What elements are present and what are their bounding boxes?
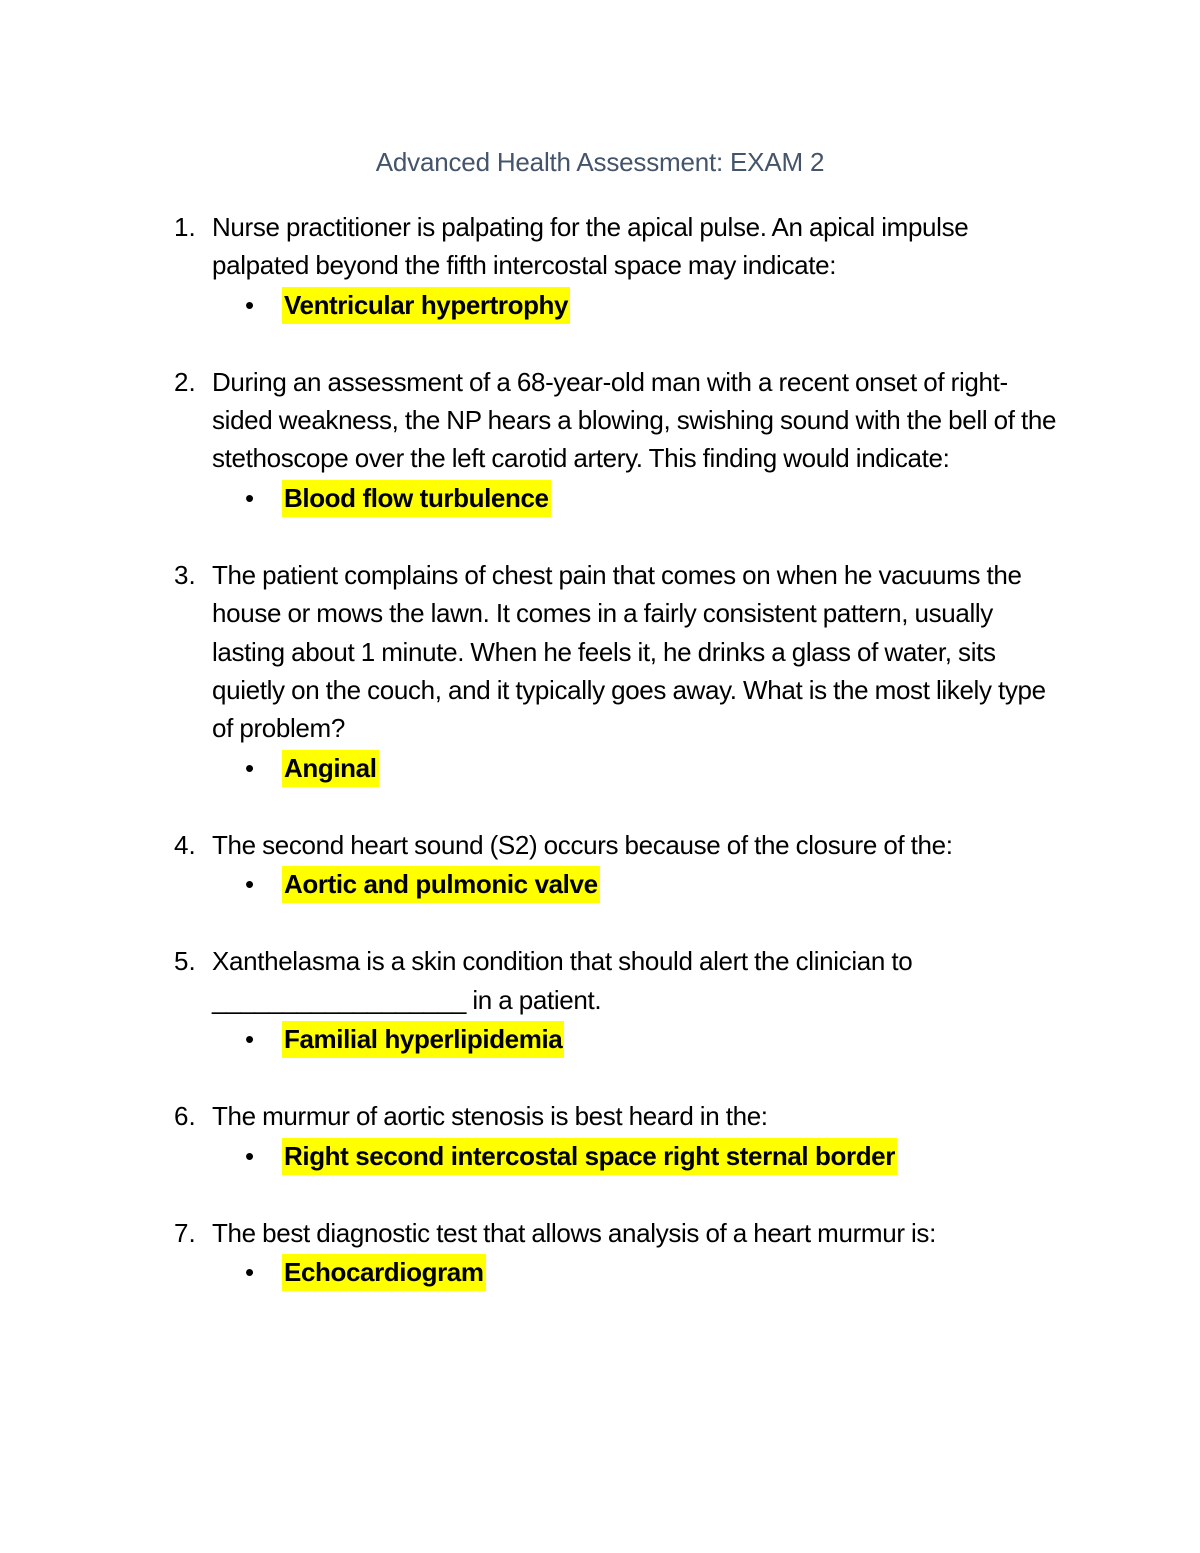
- bullet-icon: •: [245, 289, 255, 320]
- question-text: Xanthelasma is a skin condition that should alert the clinician to __________________ in a patient.: [212, 946, 913, 1015]
- question-item-2: [174, 363, 1064, 517]
- answer-highlight: Right second intercostal space right sternal border: [282, 1138, 897, 1175]
- question-item-3: [174, 556, 1064, 787]
- bullet-icon: •: [245, 482, 255, 513]
- bullet-icon: •: [245, 1140, 255, 1171]
- question-number: 4.: [174, 829, 196, 860]
- question-list: [174, 208, 1064, 1331]
- answer-highlight: Familial hyperlipidemia: [282, 1021, 564, 1058]
- question-item-5: [174, 942, 1064, 1058]
- answer-item: [212, 286, 1064, 324]
- question-text: Nurse practitioner is palpating for the apical pulse. An apical impulse palpated beyond the fifth intercostal space may indicate:: [212, 212, 969, 281]
- answer-item: [212, 1137, 1064, 1175]
- question-number: 3.: [174, 560, 196, 591]
- question-text: The patient complains of chest pain that comes on when he vacuums the house or mows the lawn. It comes in a fairly consistent pattern, usually lasting about 1 minute. When he feels it, he drinks a glass of water, sits quietly on the couch, and it typically goes away. What is the most likely type of problem?: [212, 560, 1046, 744]
- answer-highlight: Blood flow turbulence: [282, 480, 551, 517]
- answer-highlight: Anginal: [282, 750, 379, 787]
- answer-highlight: Ventricular hypertrophy: [282, 287, 570, 324]
- answer-highlight: Aortic and pulmonic valve: [282, 866, 600, 903]
- answer-item: [212, 479, 1064, 517]
- question-number: 2.: [174, 366, 196, 397]
- question-item-1: [174, 208, 1064, 324]
- question-item-6: [174, 1097, 1064, 1175]
- question-number: 7.: [174, 1217, 196, 1248]
- question-text: The murmur of aortic stenosis is best heard in the:: [212, 1101, 768, 1132]
- bullet-icon: •: [245, 869, 255, 900]
- bullet-icon: •: [245, 752, 255, 783]
- answer-item: [212, 865, 1064, 903]
- question-number: 1.: [174, 212, 196, 242]
- question-item-7: [174, 1214, 1064, 1292]
- question-text: The best diagnostic test that allows analysis of a heart murmur is:: [212, 1217, 936, 1248]
- answer-item: [212, 1020, 1064, 1058]
- question-number: 6.: [174, 1101, 196, 1132]
- answer-item: [212, 749, 1064, 787]
- question-text: The second heart sound (S2) occurs because of the closure of the:: [212, 829, 953, 860]
- answer-item: [212, 1253, 1064, 1291]
- bullet-icon: •: [245, 1257, 255, 1288]
- question-number: 5.: [174, 946, 196, 977]
- page-title: Advanced Health Assessment: EXAM 2: [375, 147, 825, 177]
- question-text: During an assessment of a 68-year-old man with a recent onset of right-sided weakness, the NP hears a blowing, swishing sound with the bell of the stethoscope over the left carotid artery. This finding would indicate:: [212, 366, 1057, 474]
- bullet-icon: •: [245, 1024, 255, 1055]
- answer-highlight: Echocardiogram: [282, 1254, 486, 1291]
- question-item-4: [174, 826, 1064, 904]
